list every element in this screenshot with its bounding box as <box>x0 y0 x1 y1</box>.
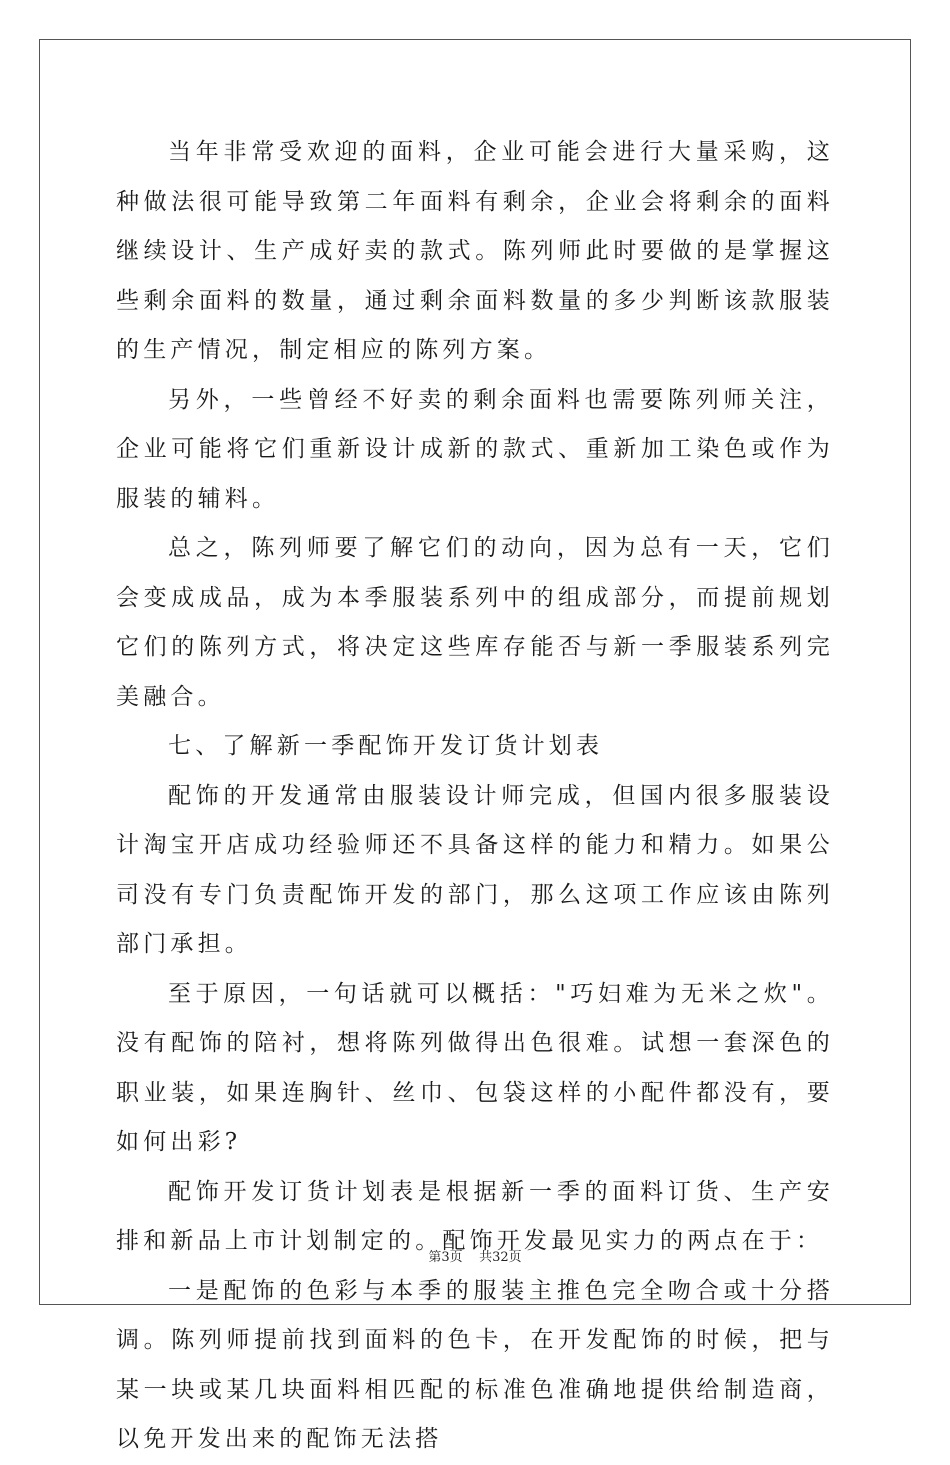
paragraph-8: 一是配饰的色彩与本季的服装主推色完全吻合或十分搭调。陈列师提前找到面料的色卡，在开发配饰的时候，把与某一块或某几块面料相匹配的标准色准确地提供给制造商，以免开发出来的配饰无法搭 <box>116 1277 834 1452</box>
paragraph-1: 当年非常受欢迎的面料，企业可能会进行大量采购，这种做法很可能导致第二年面料有剩余，企业会将剩余的面料继续设计、生产成好卖的款式。陈列师此时要做的是掌握这些剩余面料的数量，通过剩余面料数量的多少判断该款服装的生产情况，制定相应的陈列方案。 <box>116 139 834 363</box>
paragraph-5: 配饰的开发通常由服装设计师完成，但国内很多服装设计淘宝开店成功经验师还不具备这样的能力和精力。如果公司没有专门负责配饰开发的部门，那么这项工作应该由陈列部门承担。 <box>116 782 834 957</box>
section-heading: 七、了解新一季配饰开发订货计划表 <box>168 733 604 759</box>
paragraph-7: 配饰开发订货计划表是根据新一季的面料订货、生产安排和新品上市计划制定的。配饰开发最见实力的两点在于： <box>116 1178 834 1254</box>
page-number: 第3页 共32页 <box>428 1250 522 1265</box>
paragraph-2: 另外，一些曾经不好卖的剩余面料也需要陈列师关注，企业可能将它们重新设计成新的款式、重新加工染色或作为服装的辅料。 <box>116 386 834 512</box>
page-footer <box>0 1246 950 1265</box>
paragraph-3: 总之，陈列师要了解它们的动向，因为总有一天，它们会变成成品，成为本季服装系列中的组成部分，而提前规划它们的陈列方式，将决定这些库存能否与新一季服装系列完美融合。 <box>116 535 834 710</box>
paragraph-6: 至于原因，一句话就可以概括："巧妇难为无米之炊"。没有配饰的陪衬，想将陈列做得出色很难。试想一套深色的职业装，如果连胸针、丝巾、包袋这样的小配件都没有，要如何出彩? <box>116 980 834 1155</box>
